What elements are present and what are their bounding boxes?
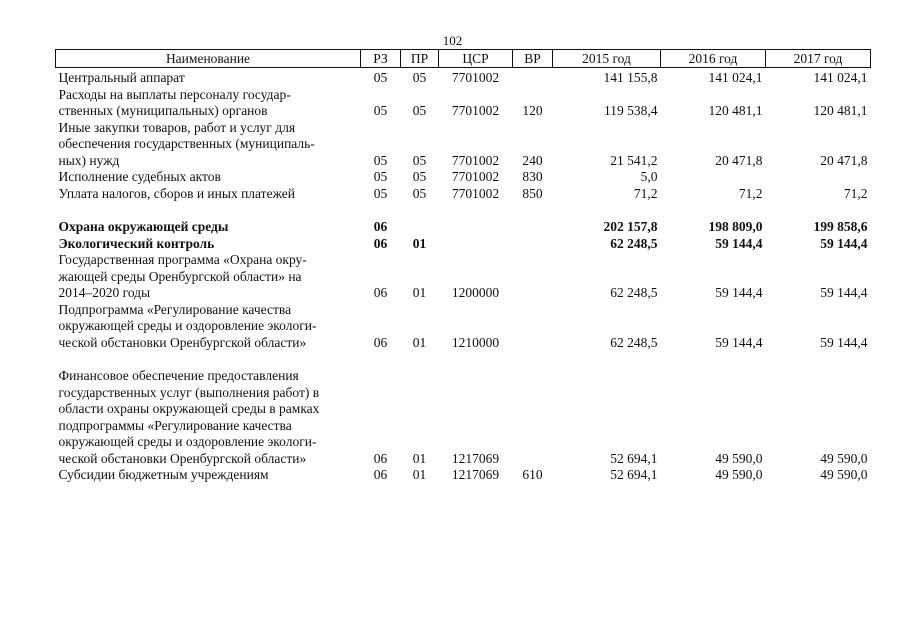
table-row xyxy=(56,302,871,352)
row-value-2017: 59 144,4 xyxy=(820,334,868,350)
row-pr: 05 xyxy=(412,169,427,184)
row-rz: 06 xyxy=(373,285,388,300)
row-rz: 05 xyxy=(373,103,388,118)
row-value-2017: 141 024,1 xyxy=(813,70,868,85)
table-row xyxy=(56,87,871,120)
table-row xyxy=(56,368,871,467)
row-vr xyxy=(513,368,553,467)
row-rz: 05 xyxy=(373,70,388,85)
row-value-2015: 52 694,1 xyxy=(610,450,658,466)
row-rz: 05 xyxy=(373,152,388,168)
row-value-2015: 71,2 xyxy=(633,185,658,201)
row-pr: 01 xyxy=(412,450,427,466)
row-value-2016: 20 471,8 xyxy=(715,152,763,168)
row-name: Центральный аппарат xyxy=(58,70,185,85)
spacer-cell xyxy=(56,202,871,219)
row-value-2015: 62 248,5 xyxy=(610,285,658,300)
row-csr xyxy=(439,219,513,236)
row-csr: 7701002 xyxy=(451,103,500,118)
table-header-row xyxy=(56,50,871,68)
row-name: Финансовое обеспечение предоставления государственных услуг (выполнения работ) в области охраны окружающей среды в рамках подпрограммы «Регулирование качества окружающей среды и оздоровление экологи- ческой обстановки Оренбургской области» xyxy=(58,368,320,466)
header-pr: ПР xyxy=(401,50,439,68)
row-pr: 01 xyxy=(412,467,427,482)
row-value-2017 xyxy=(766,169,871,186)
row-value-2016: 59 144,4 xyxy=(715,285,763,300)
row-pr: 01 xyxy=(412,235,427,251)
row-value-2015: 119 538,4 xyxy=(604,103,658,118)
row-value-2017: 120 481,1 xyxy=(813,103,868,118)
table-row xyxy=(56,68,871,87)
row-pr: 05 xyxy=(412,103,427,118)
row-name: Охрана окружающей среды xyxy=(58,219,229,234)
row-value-2016: 141 024,1 xyxy=(708,70,763,85)
row-rz: 06 xyxy=(373,334,388,350)
row-name: Экологический контроль xyxy=(58,235,215,251)
row-rz: 05 xyxy=(373,169,388,184)
row-rz: 06 xyxy=(373,467,388,482)
row-name: Расходы на выплаты персоналу государ- ственных (муниципальных) органов xyxy=(58,86,291,118)
page-number: 102 xyxy=(442,33,463,48)
table-body xyxy=(56,68,871,484)
row-name: Исполнение судебных актов xyxy=(58,169,221,184)
table-row xyxy=(56,169,871,186)
row-csr: 7701002 xyxy=(451,169,500,184)
row-value-2017: 49 590,0 xyxy=(820,467,868,482)
header-csr: ЦСР xyxy=(439,50,513,68)
row-pr: 01 xyxy=(412,285,427,300)
row-vr xyxy=(513,219,553,236)
row-value-2016: 198 809,0 xyxy=(708,219,763,234)
row-pr: 05 xyxy=(412,70,427,85)
row-name: Уплата налогов, сборов и иных платежей xyxy=(58,185,295,201)
row-vr: 830 xyxy=(522,169,543,184)
row-vr: 240 xyxy=(522,152,543,168)
header-2015: 2015 год xyxy=(553,50,661,68)
row-value-2015: 5,0 xyxy=(640,169,658,184)
row-value-2016: 49 590,0 xyxy=(715,467,763,482)
spacer-cell xyxy=(56,351,871,368)
row-name: Иные закупки товаров, работ и услуг для обеспечения государственных (муниципаль- ных) нужд xyxy=(58,119,315,168)
row-value-2017: 49 590,0 xyxy=(820,450,868,466)
spacer-row xyxy=(56,351,871,368)
row-csr: 1200000 xyxy=(451,285,500,300)
header-2017: 2017 год xyxy=(766,50,871,68)
row-csr xyxy=(439,236,513,253)
table-row xyxy=(56,467,871,484)
row-value-2015: 202 157,8 xyxy=(603,219,658,234)
table-row xyxy=(56,252,871,302)
header-2016: 2016 год xyxy=(661,50,766,68)
row-pr: 05 xyxy=(412,152,427,168)
row-pr: 01 xyxy=(412,334,427,350)
row-value-2017: 199 858,6 xyxy=(813,219,868,234)
row-rz: 05 xyxy=(373,185,388,201)
row-csr: 7701002 xyxy=(451,152,500,168)
row-value-2017: 71,2 xyxy=(843,185,868,201)
row-vr: 850 xyxy=(522,185,543,201)
row-rz: 06 xyxy=(373,235,388,251)
row-value-2015: 141 155,8 xyxy=(603,70,658,85)
row-rz: 06 xyxy=(373,450,388,466)
row-csr: 7701002 xyxy=(451,70,500,85)
row-vr xyxy=(513,302,553,352)
row-value-2016: 59 144,4 xyxy=(715,334,763,350)
row-value-2016: 59 144,4 xyxy=(715,235,763,251)
row-vr: 610 xyxy=(522,467,543,482)
row-value-2015: 21 541,2 xyxy=(610,152,658,168)
table-row xyxy=(56,236,871,253)
row-csr: 7701002 xyxy=(451,185,500,201)
row-name: Подпрограмма «Регулирование качества окружающей среды и оздоровление экологи- ческой обстановки Оренбургской области» xyxy=(58,301,317,350)
row-value-2017: 59 144,4 xyxy=(820,285,868,300)
spacer-row xyxy=(56,202,871,219)
row-vr: 120 xyxy=(522,103,543,118)
row-pr: 05 xyxy=(412,185,427,201)
header-vr: ВР xyxy=(513,50,553,68)
budget-table xyxy=(55,49,871,484)
header-name: Наименование xyxy=(56,50,361,68)
row-value-2016: 71,2 xyxy=(738,185,763,201)
row-value-2016: 49 590,0 xyxy=(715,450,763,466)
row-csr: 1217069 xyxy=(451,450,500,466)
row-value-2016 xyxy=(661,169,766,186)
row-value-2015: 52 694,1 xyxy=(610,467,658,482)
row-value-2017: 59 144,4 xyxy=(820,235,868,251)
row-name: Субсидии бюджетным учреждениям xyxy=(58,467,269,482)
row-vr xyxy=(513,236,553,253)
row-value-2017: 20 471,8 xyxy=(820,152,868,168)
header-rz: РЗ xyxy=(361,50,401,68)
row-vr xyxy=(513,252,553,302)
row-pr xyxy=(401,219,439,236)
row-name: Государственная программа «Охрана окру- жающей среды Оренбургской области» на 2014–2020 годы xyxy=(58,252,307,300)
row-csr: 1210000 xyxy=(451,334,500,350)
row-value-2016: 120 481,1 xyxy=(708,103,763,118)
row-csr: 1217069 xyxy=(451,467,500,482)
row-rz: 06 xyxy=(373,219,388,234)
table-row xyxy=(56,120,871,170)
table-row xyxy=(56,219,871,236)
row-value-2015: 62 248,5 xyxy=(610,235,658,251)
row-vr xyxy=(513,68,553,87)
row-value-2015: 62 248,5 xyxy=(610,334,658,350)
table-row xyxy=(56,186,871,203)
